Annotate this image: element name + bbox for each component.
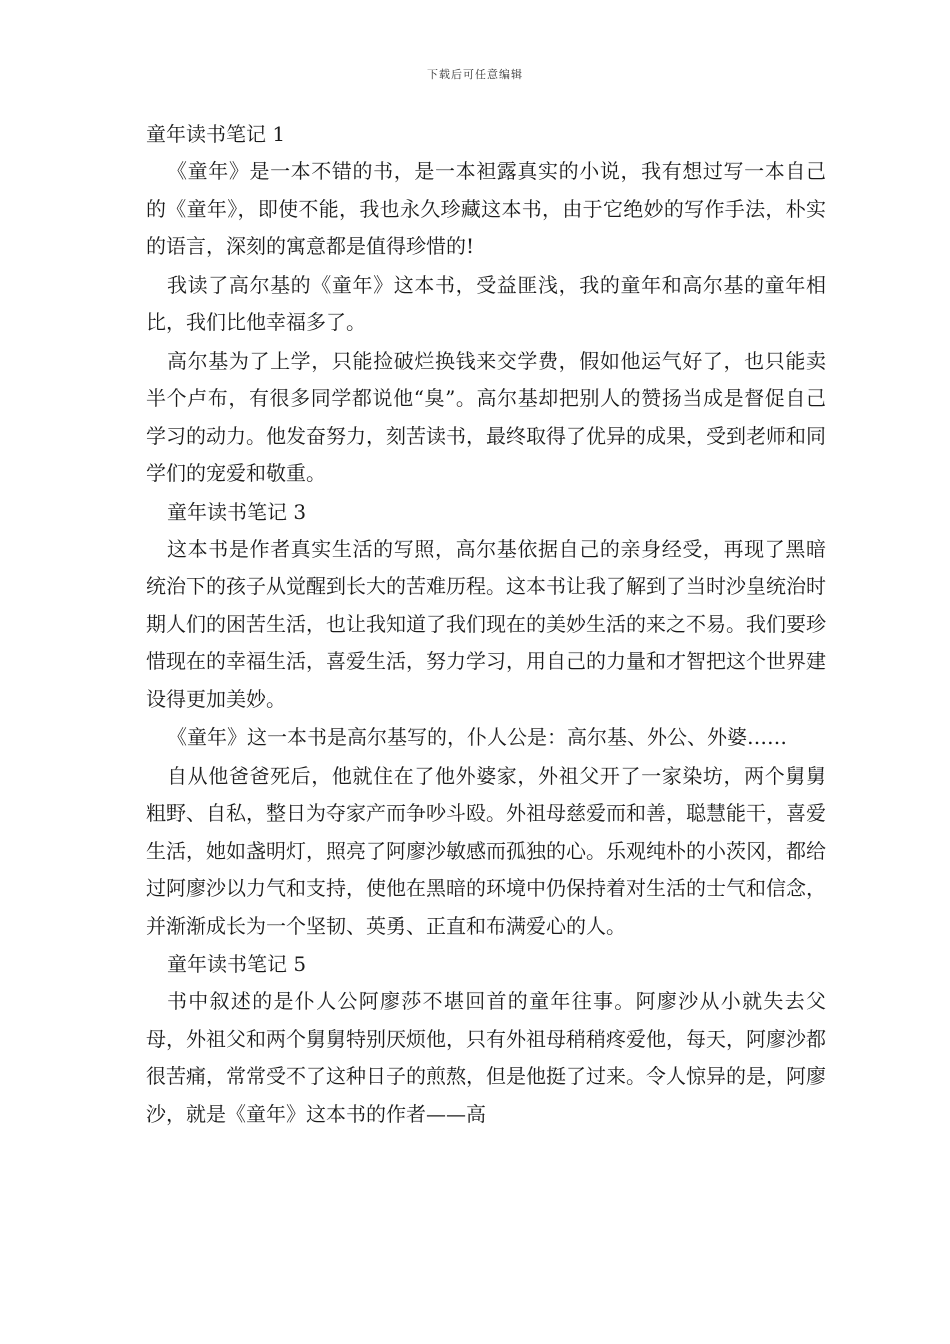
paragraph: 《童年》这一本书是高尔基写的，仆人公是：高尔基、外公、外婆……	[167, 725, 787, 749]
page-header-note: 下载后可任意编辑	[427, 68, 523, 81]
paragraph: 书中叙述的是仆人公阿廖莎不堪回首的童年往事。阿廖沙从小就失去父母，外祖父和两个舅舅特别厌烦他，只有外祖母稍稍疼爱他，每天，阿廖沙都很苦痛，常常受不了这种日子的煎熬，但是他挺了过来。令人惊异的是，阿廖沙，就是《童年》这本书的作者——高	[146, 989, 826, 1126]
paragraph: 自从他爸爸死后，他就住在了他外婆家，外祖父开了一家染坊，两个舅舅粗野、自私，整日为夺家产而争吵斗殴。外祖母慈爱而和善，聪慧能干，喜爱生活，她如盏明灯，照亮了阿廖沙敏感而孤独的心。乐观纯朴的小茨冈，都给过阿廖沙以力气和支持，使他在黑暗的环境中仍保持着对生活的士气和信念，并渐渐成长为一个坚韧、英勇、正直和布满爱心的人。	[146, 763, 826, 938]
paragraph: 高尔基为了上学，只能捡破烂换钱来交学费，假如他运气好了，也只能卖半个卢布，有很多同学都说他“臭”。高尔基却把别人的赞扬当成是督促自己学习的动力。他发奋努力，刻苦读书，最终取得了优异的成果，受到老师和同学们的宠爱和敬重。	[146, 348, 826, 485]
paragraph: 这本书是作者真实生活的写照，高尔基依据自己的亲身经受，再现了黑暗统治下的孩子从觉醒到长大的苦难历程。这本书让我了解到了当时沙皇统治时期人们的困苦生活，也让我知道了我们现在的美妙生活的来之不易。我们要珍惜现在的幸福生活，喜爱生活，努力学习，用自己的力量和才智把这个世界建设得更加美妙。	[146, 536, 826, 711]
section-title: 童年读书笔记 5	[167, 952, 307, 976]
paragraph: 我读了高尔基的《童年》这本书，受益匪浅，我的童年和高尔基的童年相比，我们比他幸福多了。	[146, 272, 826, 334]
paragraph: 《童年》是一本不错的书，是一本袒露真实的小说，我有想过写一本自己的《童年》，即使不能，我也永久珍藏这本书，由于它绝妙的写作手法，朴实的语言，深刻的寓意都是值得珍惜的!	[146, 159, 826, 258]
section-title: 童年读书笔记 1	[146, 122, 286, 146]
section-reading-note-5	[146, 946, 826, 1134]
section-title: 童年读书笔记 3	[167, 499, 307, 524]
section-reading-note-1	[146, 116, 826, 494]
section-reading-note-3	[146, 494, 826, 947]
document-body	[146, 116, 826, 1134]
